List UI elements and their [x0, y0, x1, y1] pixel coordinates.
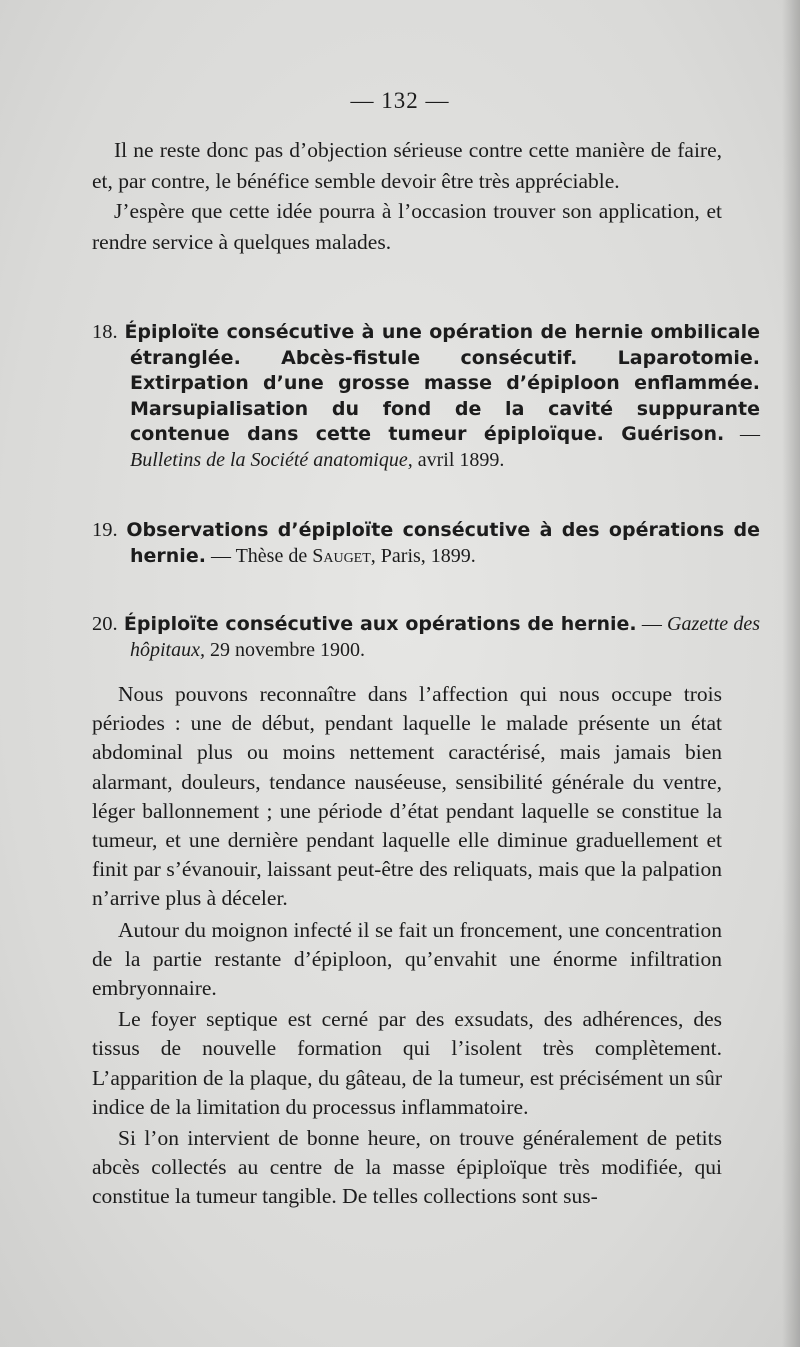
- reference-item: [92, 612, 760, 663]
- reference-dash: —: [724, 423, 760, 445]
- reference-source-journal: Gazette des hôpitaux,: [130, 613, 760, 661]
- reference-title: Observations d’épiploïte consécutive à des opérations de hernie.: [126, 519, 760, 567]
- reference-title: Épiploïte consécutive aux opérations de hernie.: [123, 613, 637, 635]
- reference-number: 18.: [92, 321, 118, 343]
- reference-dash: —: [636, 613, 668, 635]
- reference-item: [92, 320, 760, 473]
- reference-number: 19.: [92, 519, 118, 541]
- body-paragraph: Autour du moignon infecté il se fait un froncement, une concentration de la partie restante d’épiploon, qu’envahit une énorme infiltration embryonnaire.: [92, 917, 722, 1001]
- intro-paragraph: Il ne reste donc pas d’objection sérieuse contre cette manière de faire, et, par contre, le bénéfice semble devoir être très appréciable.: [92, 138, 722, 193]
- reference-source-prefix: Thèse de: [235, 544, 313, 567]
- reference-number: 20.: [92, 613, 118, 635]
- page-number: — 132 —: [350, 88, 450, 113]
- reference-title: Épiploïte consécutive à une opération de hernie ombilicale étranglée. Abcès-fistule consécutif. Laparotomie. Extirpation d’une grosse masse d’épiploon enflammée. Marsupialisation du fond de la cavité suppurante contenue dans cette tumeur épiploïque. Guérison.: [124, 321, 760, 445]
- body-paragraph: Nous pouvons reconnaître dans l’affection qui nous occupe trois périodes : une de début, pendant laquelle le malade présente un état abdominal plus ou moins nettement caractérisé, mais jamais bien alarmant, douleurs, tendance nauséeuse, sensibilité générale du ventre, léger ballonnement ; une période d’état pendant laquelle se constitue la tumeur, et une dernière pendant laquelle elle diminue graduellement et finit par s’évanouir, laissant peut-être des reliquats, mais que la palpation n’arrive plus à déceler.: [92, 682, 722, 911]
- body-paragraph: Le foyer septique est cerné par des exsudats, des adhérences, des tissus de nouvelle formation qui l’isolent très complètement. L’apparition de la plaque, du gâteau, de la tumeur, est précisément un sûr indice de la limitation du processus inflammatoire.: [92, 1007, 722, 1119]
- reference-dash: —: [205, 544, 236, 567]
- reference-source-date: 29 novembre 1900.: [205, 638, 365, 661]
- reference-source-date: , Paris, 1899.: [370, 544, 476, 567]
- body-section: [92, 680, 722, 1214]
- reference-item: [92, 518, 760, 569]
- body-paragraph: Si l’on intervient de bonne heure, on trouve généralement de petits abcès collectés au centre de la masse épiploïque très modifiée, qui constitue la tumeur tangible. De telles collections sont sus-: [92, 1126, 722, 1209]
- reference-source-journal: Bulletins de la Société anatomique,: [130, 448, 413, 471]
- reference-source-date: avril 1899.: [412, 448, 505, 471]
- reference-author: Sauget: [312, 544, 371, 567]
- intro-paragraph: J’espère que cette idée pourra à l’occasion trouver son application, et rendre service à quelques malades.: [92, 199, 722, 254]
- intro-section: [92, 135, 722, 257]
